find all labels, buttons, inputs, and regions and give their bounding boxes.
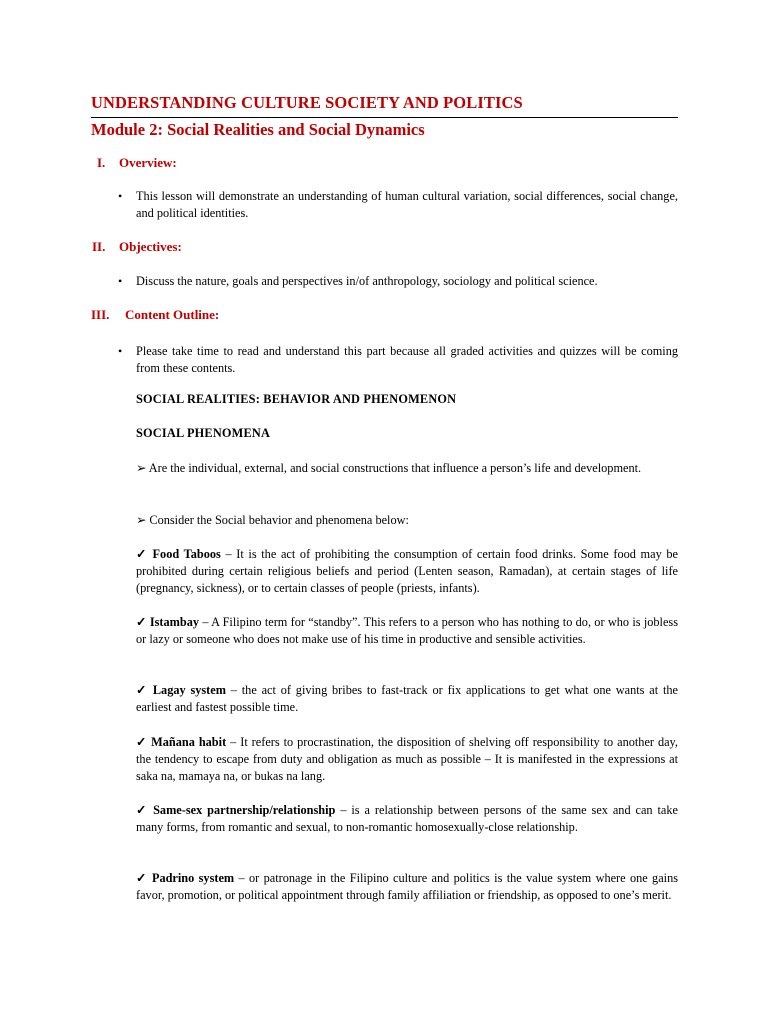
phenomenon-desc: – A Filipino term for “standby”. This refers to a person who has nothing to do, or who is jobless or lazy or someone who does not make use of his time in productive and sensible activities. xyxy=(136,615,678,646)
phenomenon-item xyxy=(136,870,678,904)
document-title: UNDERSTANDING CULTURE SOCIETY AND POLITICS xyxy=(91,93,523,112)
arrow-icon: ➢ xyxy=(136,461,147,475)
section-label: Overview: xyxy=(119,155,177,170)
check-icon: ✓ xyxy=(136,683,149,697)
objectives-bullet xyxy=(118,273,678,290)
section-number: I. xyxy=(97,155,106,170)
phenomenon-desc: – or patronage in the Filipino culture and politics is the value system where one gains favor, promotion, or political appointment through family affiliation or friendship, as opposed to one’s merit. xyxy=(136,871,679,902)
bullet-dot: • xyxy=(118,344,123,358)
bullet-dot: • xyxy=(118,189,123,203)
body-heading-social-realities: SOCIAL REALITIES: BEHAVIOR AND PHENOMENON xyxy=(136,392,457,406)
objectives-text: Discuss the nature, goals and perspectives in/of anthropology, sociology and political science. xyxy=(136,274,598,288)
arrow-icon: ➢ xyxy=(136,513,147,527)
phenomenon-item xyxy=(136,682,678,716)
overview-text: This lesson will demonstrate an understanding of human cultural variation, social differences, social change, and political identities. xyxy=(136,189,678,220)
content-bullet xyxy=(118,343,678,377)
bullet-dot: • xyxy=(118,274,123,288)
phenomenon-desc: – It refers to procrastination, the disposition of shelving off responsibility to another day, the tendency to escape from duty and obligation as much as possible – It is manifested in the expressions at saka na, mamaya na, or bukas na lang. xyxy=(136,735,678,783)
check-icon: ✓ xyxy=(136,547,148,561)
section-label: Objectives: xyxy=(119,239,182,254)
phenomenon-term: Lagay system xyxy=(152,683,226,697)
phenomenon-desc: – It is the act of prohibiting the consumption of certain food drinks. Some food may be prohibited during certain religious beliefs and period (Lenten season, Ramadan), at certain stages of life (pregnancy, sickness), or to certain classes of people (priests, infants). xyxy=(136,547,678,595)
section-number: II. xyxy=(92,239,106,254)
phenomenon-desc: – the act of giving bribes to fast-track or fix applications to get what one wants at the earliest and fastest possible time. xyxy=(136,683,678,714)
phenomenon-item xyxy=(136,802,678,836)
phenomenon-term: Mañana habit xyxy=(151,735,227,749)
section-heading-content xyxy=(91,307,219,323)
arrow-item xyxy=(136,460,678,477)
check-icon: ✓ xyxy=(136,803,149,817)
check-icon: ✓ xyxy=(136,615,147,629)
phenomenon-term: Food Taboos xyxy=(152,547,221,561)
section-heading-overview xyxy=(97,155,177,171)
section-label: Content Outline: xyxy=(125,307,220,322)
phenomenon-item xyxy=(136,734,678,785)
phenomenon-term: Same-sex partnership/relationship xyxy=(153,803,336,817)
overview-bullet xyxy=(118,188,678,222)
check-icon: ✓ xyxy=(136,871,148,885)
phenomenon-item xyxy=(136,546,678,597)
section-number: III. xyxy=(91,307,110,322)
arrow-item-text: Are the individual, external, and social constructions that influence a person’s life and development. xyxy=(148,461,642,475)
phenomenon-term: Padrino system xyxy=(151,871,235,885)
module-title: Module 2: Social Realities and Social Dynamics xyxy=(91,117,678,140)
phenomenon-term: Istambay xyxy=(149,615,200,629)
arrow-item xyxy=(136,512,678,529)
phenomenon-item xyxy=(136,614,678,648)
check-icon: ✓ xyxy=(136,735,148,749)
phenomenon-desc: – is a relationship between persons of the same sex and can take many forms, from romantic and sexual, to non-romantic homosexually-close relationship. xyxy=(136,803,678,834)
body-heading-social-phenomena: SOCIAL PHENOMENA xyxy=(136,426,271,440)
content-text: Please take time to read and understand this part because all graded activities and quizzes will be coming from these contents. xyxy=(136,344,678,375)
arrow-item-text: Consider the Social behavior and phenomena below: xyxy=(149,513,409,527)
section-heading-objectives xyxy=(92,239,182,255)
